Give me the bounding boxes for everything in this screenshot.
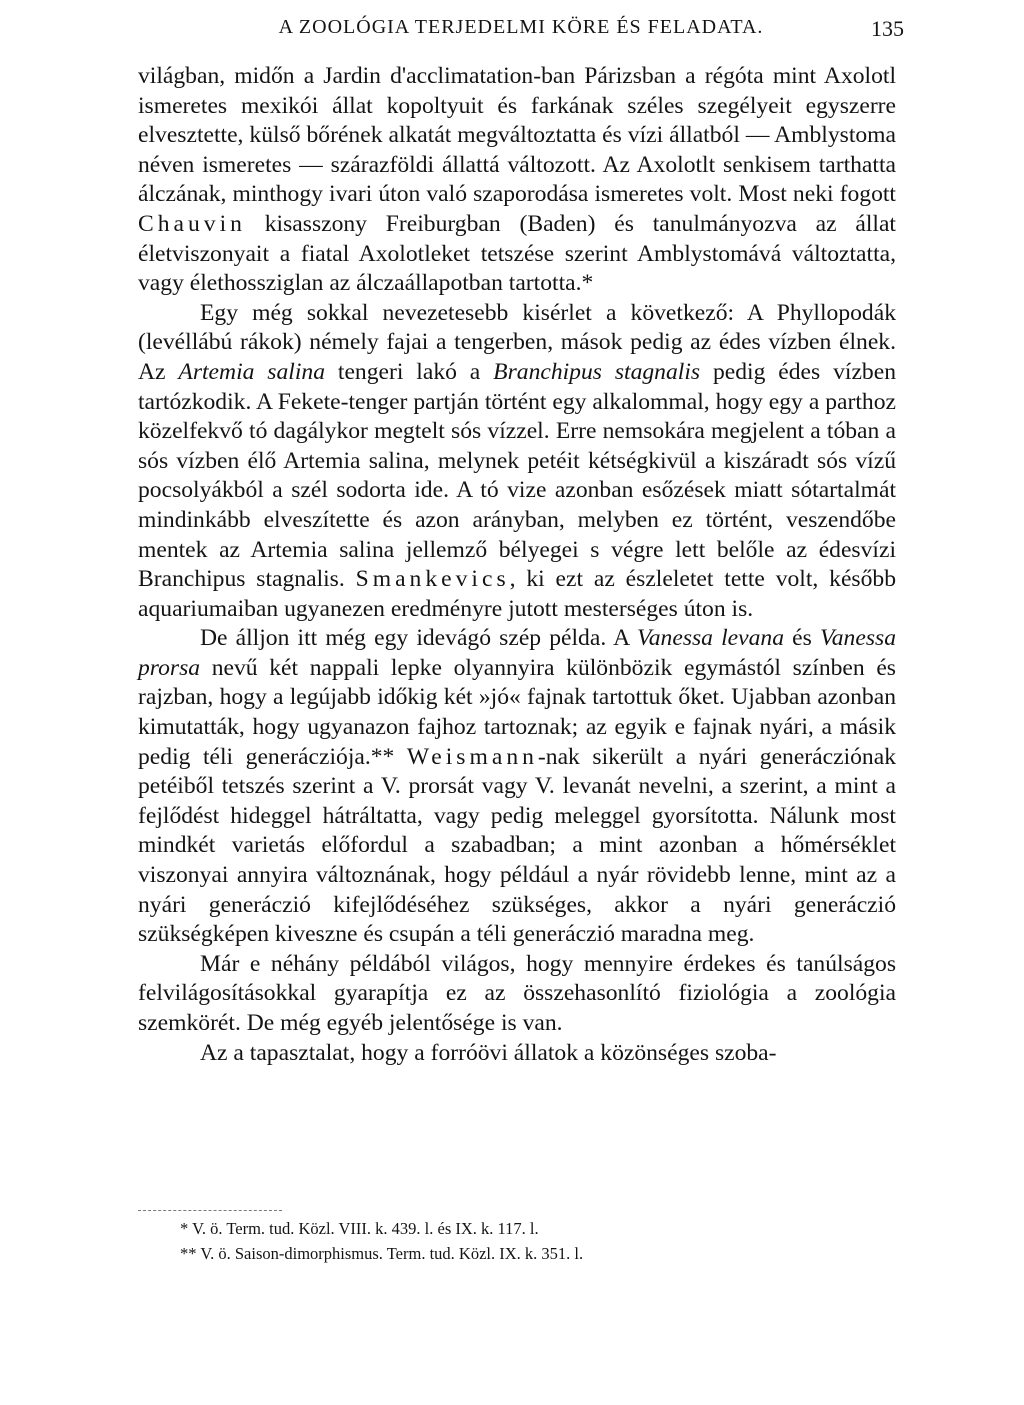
paragraph-axolotl — [138, 62, 896, 299]
paragraph-summary: Már e néhány példából világos, hogy mennyire érdekes és tanúlságos felvilágosításokkal gyarapítja ez az összehasonlító fiziológia a zoológia szemkörét. De még egyéb jelentősége is van. — [138, 950, 896, 1036]
spaced-name: Weismann — [406, 743, 538, 770]
text-run: , ki ezt az észleletet tette volt, később aquariumaiban ugyanezen eredményre jutott mesterséges úton is. — [138, 566, 896, 622]
italic-species: Vanessa prorsa — [138, 625, 896, 681]
paragraph-vanessa — [138, 624, 896, 950]
spaced-name: Smankevics — [355, 566, 510, 593]
page-number: 135 — [871, 16, 904, 41]
text-run: De álljon itt még egy idevágó szép példa. A — [200, 625, 637, 652]
page-header — [138, 16, 904, 56]
text-run: Egy még sokkal nevezetesebb kisérlet a következő: A Phyllopodák (levéllábú rákok) némely fajai a tengerben, mások pedig az édes vízben élnek. Az — [138, 299, 896, 385]
footnote-1: * V. ö. Term. tud. Közl. VIII. k. 439. l. és IX. k. 117. l. — [180, 1219, 539, 1238]
main-text — [138, 62, 896, 1068]
text-run: nevű két nappali lepke olyannyira különbözik egymástól színben és rajzban, hogy a legújabb időkig két »jó« fajnak tartottuk őket. Ujabban azonban kimutatták, hogy ugyanazon fajhoz tartoznak; az egyik e fajnak nyári, a másik pedig téli generácziója.** — [138, 654, 896, 770]
italic-species: Branchipus stagnalis — [493, 358, 701, 385]
text-run: pedig édes vízben tartózkodik. A Fekete-tenger partján történt egy alkalommal, hogy egy a parthoz közelfekvő tó dagálykor megtelt sós vízzel. Erre nemsokára megjelent a tóban a sós vízben élő Artemia salina, melynek petéit kétségkivül a kiszáradt sós vízű pocsolyákból a szél sodorta ide. A tó vize azonban esőzések miatt sótartalmát mindinkább elveszítette és azon arányban, melyben ez történt, veszendőbe mentek az Artemia salina jellemző bélyegei s végre lett belőle az édesvízi Branchipus stagnalis. — [138, 358, 896, 593]
footnotes — [180, 1216, 800, 1266]
italic-species: Artemia salina — [178, 358, 325, 385]
footnote-2: ** V. ö. Saison-dimorphismus. Term. tud. Közl. IX. k. 351. l. — [180, 1244, 584, 1263]
text-run: -nak sikerült a nyári generácziónak petéiből tetszés szerint a V. prorsát vagy V. levanát nevelni, a szerint, a mint a fejlődést hideggel hátráltatta, vagy pedig meleggel gyorsította. Nálunk most mindkét varietás előfordul a szabadban; a mint azonban a hőmérséklet viszonyai annyira változnának, hogy például a nyár rövidebb lenne, mint az a nyári generáczió kifejlődéséhez szükséges, akkor a nyári generáczió szükségképen kiveszne és csupán a téli generáczió maradna meg. — [138, 743, 897, 948]
spaced-name: Chauvin — [138, 210, 246, 237]
paragraph-continued: Az a tapasztalat, hogy a forróövi állatok a közönséges szoba- — [200, 1039, 777, 1066]
text-run: tengeri lakó a — [325, 358, 494, 385]
running-title: A ZOOLÓGIA TERJEDELMI KÖRE ÉS FELADATA. — [278, 16, 764, 38]
text-run: kisasszony Freiburgban (Baden) és tanulmányozva az állat életviszonyait a fiatal Axolotleket tetszése szerint Amblystomává változtatta, vagy élethossziglan az álczaállapotban tartotta.* — [138, 210, 896, 297]
footnote-divider — [138, 1210, 282, 1211]
text-run: világban, midőn a Jardin d'acclimatation-ban Párizsban a régóta mint Axolotl ismeretes mexikói állat kopoltyuit és farkának széles szegélyeit egyszerre elvesztette, külső bőrének alkatát megváltoztatta és vízi állatból — Amblystoma néven ismeretes — szárazföldi állattá változott. Az Axolotlt senkisem tarthatta álczának, minthogy ivari úton való szaporodása ismeretes volt. Most neki fogott — [138, 63, 896, 208]
text-run: és — [784, 625, 820, 652]
italic-species: Vanessa levana — [636, 625, 785, 652]
paragraph-phyllopoda — [138, 299, 896, 625]
